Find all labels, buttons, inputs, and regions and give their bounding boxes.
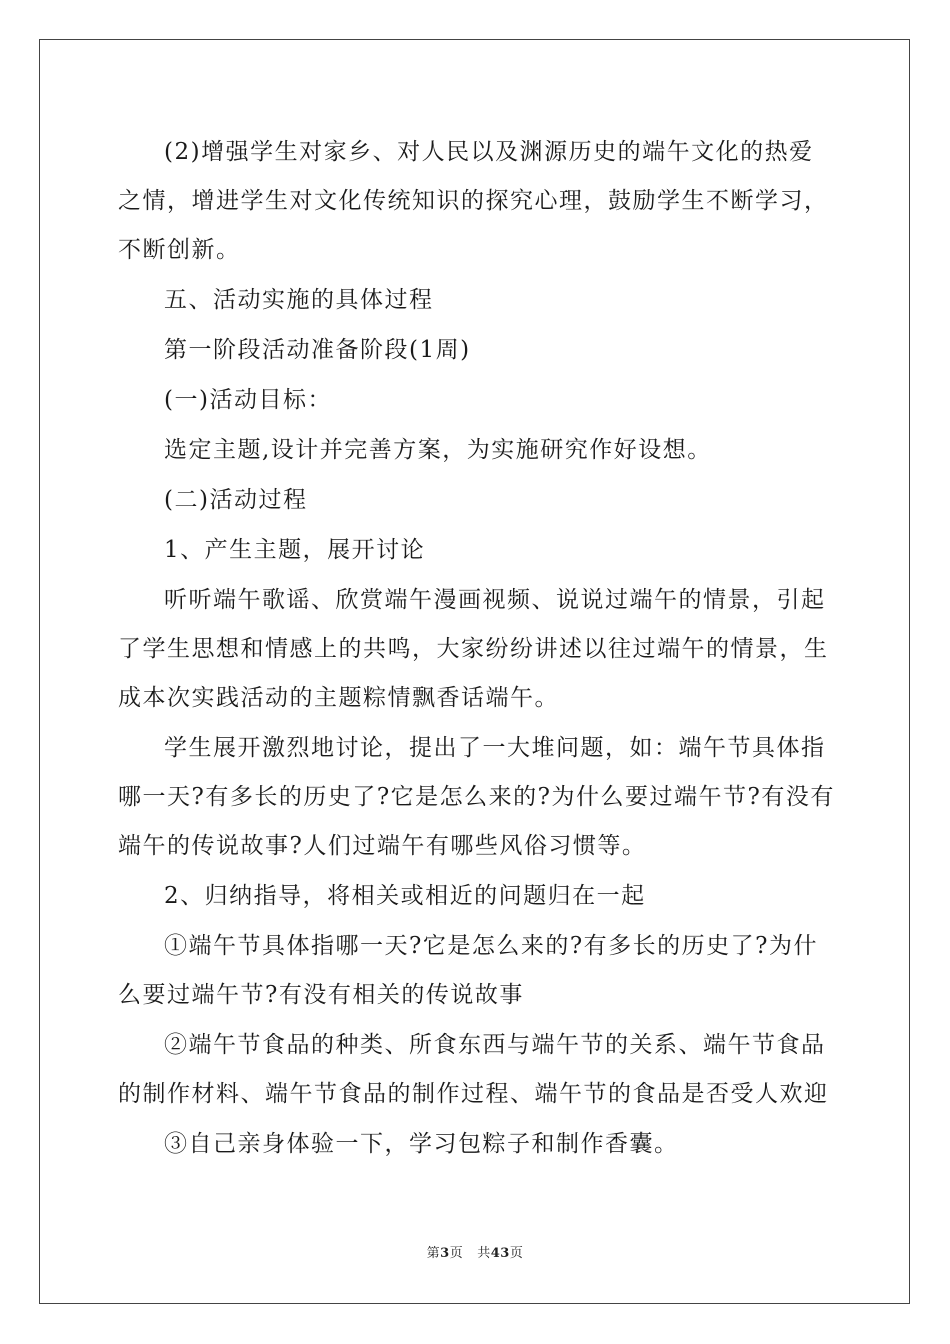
step-one-heading: 1、产生主题，展开讨论 (164, 537, 426, 563)
page-footer (0, 1242, 950, 1261)
page-suffix: 页 (449, 1246, 464, 1261)
total-suffix: 页 (509, 1246, 524, 1261)
paragraph-step-one: 听听端午歌谣、欣赏端午漫画视频、说说过端午的情景，引起了学生思想和情感上的共鸣，大家纷纷讲述以往过端午的情景，生成本次实践活动的主题粽情飘香话端午。 (118, 587, 829, 711)
paragraph-objective-2: (2)增强学生对家乡、对人民以及渊源历史的端午文化的热爱之情，增进学生对文化传统知识的探究心理，鼓励学生不断学习，不断创新。 (118, 139, 829, 263)
subheading-activity-goal: (一)活动目标： (164, 387, 332, 413)
current-page-number: 3 (440, 1246, 450, 1261)
total-prefix: 共 (477, 1246, 491, 1261)
total-pages-number: 43 (490, 1246, 510, 1261)
page-prefix: 第 (426, 1246, 441, 1261)
paragraph-discussion: 学生展开激烈地讨论，提出了一大堆问题，如：端午节具体指哪一天?有多长的历史了?它是怎么来的?为什么要过端午节?有没有端午的传说故事?人们过端午有哪些风俗习惯等。 (118, 735, 835, 859)
list-item-1: ①端午节具体指哪一天?它是怎么来的?有多长的历史了?为什么要过端午节?有没有相关的传说故事 (118, 933, 818, 1008)
step-two-heading: 2、归纳指导，将相关或相近的问题归在一起 (164, 883, 646, 909)
list-item-2: ②端午节食品的种类、所食东西与端午节的关系、端午节食品的制作材料、端午节食品的制作过程、端午节的食品是否受人欢迎 (118, 1032, 829, 1107)
subheading-activity-process: (二)活动过程 (164, 487, 308, 513)
stage-one-heading: 第一阶段活动准备阶段(1周) (164, 337, 471, 363)
paragraph-goal-text: 选定主题,设计并完善方案，为实施研究作好设想。 (164, 437, 712, 463)
document-body (118, 128, 838, 1169)
list-item-3: ③自己亲身体验一下，学习包粽子和制作香囊。 (164, 1131, 679, 1157)
section-heading-process: 五、活动实施的具体过程 (164, 287, 434, 313)
